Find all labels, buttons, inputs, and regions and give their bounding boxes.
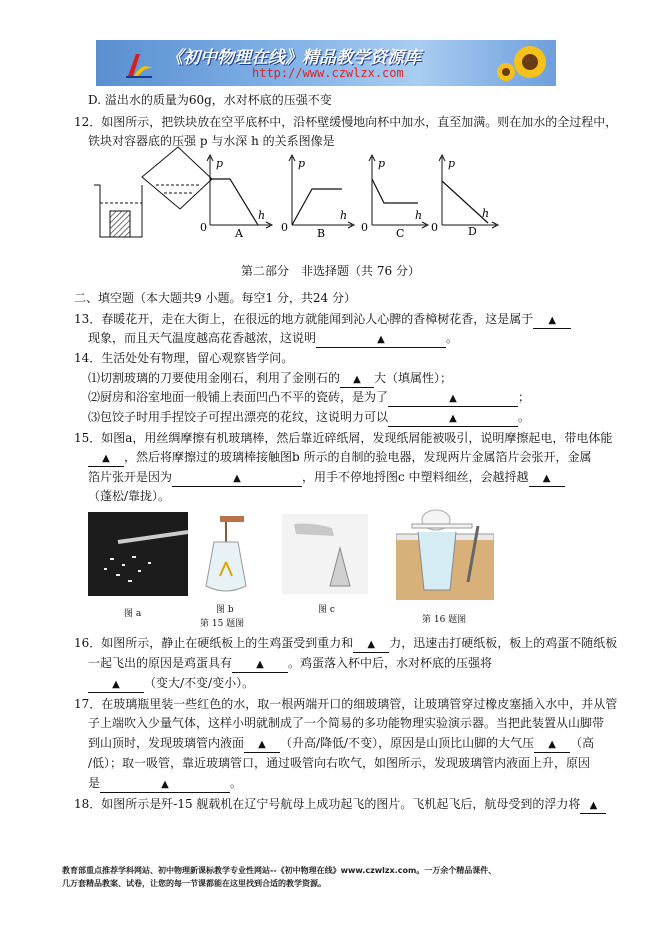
header-banner <box>96 40 556 86</box>
graph-c-y-label: p <box>378 157 386 170</box>
q14-line3: ⑶包饺子时用手捏饺子可捏出漂亮的花纹，这说明力可以 ▲ 。 <box>88 410 530 427</box>
caption-figure-16: 第 16 题图 <box>422 615 467 625</box>
q15-blank-1[interactable]: ▲ <box>88 450 124 467</box>
q16-line2: 一起飞出的原因是鸡蛋具有 ▲ 。鸡蛋落入杯中后，水对杯底的压强将 <box>88 656 492 673</box>
q18-line1: 18．如图所示是歼-15 舰载机在辽宁号航母上成功起飞的图片。飞机起飞后，航母受到的浮力将 ▲ <box>74 797 606 814</box>
graph-c-origin: 0 <box>361 221 368 234</box>
graph-b-label: B <box>317 227 326 240</box>
q14-line0: 14．生活处处有物理，留心观察皆学问。 <box>74 351 294 365</box>
q17-line1: 17．在玻璃瓶里装一些红色的水，取一根两端开口的细玻璃管，让玻璃管穿过橡皮塞插入水中，并从管 <box>74 697 618 711</box>
q17-line3: 到山顶时，发现玻璃管内液面 ▲ （升高/降低/不变），原因是山顶比山脚的大气压 ▲ （高 <box>88 736 594 753</box>
q16-line1: 16．如图所示，静止在硬纸板上的生鸡蛋受到重力和 ▲ 力，迅速击打硬纸板，板上的鸡蛋不随纸板 <box>74 636 617 653</box>
graph-c-label: C <box>396 227 405 240</box>
q13-line1: 13．春暖花开，走在大街上，在很远的地方就能闻到沁人心脾的香樟树花香，这是属于 ▲ <box>74 312 571 329</box>
q15-line1: 15．如图a，用丝绸摩擦有机玻璃棒，然后靠近碎纸屑，发现纸屑能被吸引，说明摩擦起电，带电体能 <box>74 431 613 445</box>
q16-line3: ▲ （变大/不变/变小）。 <box>88 676 254 693</box>
q16-blank-3[interactable]: ▲ <box>88 676 144 693</box>
figure-c-photo <box>282 514 368 594</box>
graph-c <box>361 155 428 240</box>
part2-heading: 二、填空题（本大题共9 小题。每空1 分，共24 分） <box>74 291 356 305</box>
q13-blank-2[interactable]: ▲ <box>316 331 446 348</box>
graph-b-y-label: p <box>298 157 306 170</box>
q11-option-d: D. 溢出水的质量为60g，水对杯底的压强不变 <box>88 93 332 107</box>
graph-b <box>281 155 354 240</box>
logo-icon <box>124 50 154 80</box>
q15-blank-2[interactable]: ▲ <box>172 470 302 487</box>
figure-b-electroscope <box>196 512 256 596</box>
graph-d-origin: 0 <box>431 221 438 234</box>
q17-blank-3[interactable]: ▲ <box>100 776 230 793</box>
graph-b-x-label: h <box>340 209 348 222</box>
figure-a-photo <box>88 512 188 596</box>
q15-line4: （蓬松/靠拢）。 <box>88 489 171 503</box>
q13-line2: 现象，而且天气温度越高花香越浓，这说明 ▲ 。 <box>88 331 458 348</box>
q14-blank-2[interactable]: ▲ <box>388 390 518 407</box>
caption-figure-a: 图 a <box>124 609 142 619</box>
graph-d-x-label: h <box>482 207 490 220</box>
q17-line2: 子上端吹入少量气体，这样小明就制成了一个简易的多功能物理实验演示器。当把此装置从山脚带 <box>88 716 605 730</box>
graph-a-x-label: h <box>258 209 266 222</box>
q12-text-line2: 铁块对容器底的压强 p 与水深 h 的关系图像是 <box>88 134 335 148</box>
caption-figure-c: 图 c <box>318 605 335 615</box>
q12-text-line1: 12．如图所示，把铁块放在空平底杯中，沿杯壁缓慢地向杯中加水，直至加满。则在加水的全过程中， <box>74 115 618 129</box>
q15-line3: 箔片张开是因为 ▲ ，用手不停地捋图c 中塑料细丝，会越捋越 ▲ <box>88 470 565 487</box>
graph-a-label: A <box>235 227 243 240</box>
graph-d-y-label: p <box>448 157 456 170</box>
q12-figure <box>80 145 500 245</box>
q14-blank-1[interactable]: ▲ <box>340 371 374 388</box>
q16-blank-1[interactable]: ▲ <box>353 636 389 653</box>
q14-line2: ⑵厨房和浴室地面一般铺上表面凹凸不平的瓷砖，是为了 ▲ ； <box>88 390 530 407</box>
banner-title: 《初中物理在线》精品教学资源库 <box>166 48 421 68</box>
graph-c-x-label: h <box>415 209 423 222</box>
q17-line5: 是 ▲ 。 <box>88 776 242 793</box>
page-footer <box>62 864 496 890</box>
beaker-diagram <box>94 185 142 237</box>
q17-blank-1[interactable]: ▲ <box>244 736 280 753</box>
q14-blank-3[interactable]: ▲ <box>388 410 518 427</box>
footer-line2: 几万套精品教案、试卷，让您的每一节课都能在这里找到合适的教学资源。 <box>62 879 326 888</box>
q17-blank-2[interactable]: ▲ <box>534 736 570 753</box>
graph-d <box>431 155 498 238</box>
graph-a-origin: 0 <box>200 221 207 234</box>
q14-line1: ⑴切割玻璃的刀要使用金刚石，利用了金刚石的 ▲ 大（填属性）； <box>88 371 452 388</box>
section-title: 第二部分 非选择题（共 76 分） <box>241 264 420 278</box>
graph-b-origin: 0 <box>281 221 288 234</box>
graph-d-label: D <box>468 225 477 238</box>
pouring-cup-diagram <box>142 147 212 209</box>
caption-figure-15: 第 15 题图 <box>200 619 245 629</box>
graph-a-y-label: p <box>216 157 224 170</box>
caption-figure-b: 图 b <box>216 605 234 615</box>
footer-line1: 教育部重点推荐学科网站、初中物理新课标教学专业性网站--《初中物理在线》www.czwlzx.com。一万余个精品课件、 <box>62 866 497 875</box>
figure-16-egg-cup <box>396 506 494 600</box>
q17-line4: /低）；取一吸管，靠近玻璃管口，通过吸管向右吹气，如图所示，发现玻璃管内液面上升，原因 <box>88 756 591 770</box>
q16-blank-2[interactable]: ▲ <box>232 656 288 673</box>
graph-a <box>200 155 272 240</box>
sunflower-icon <box>494 42 552 84</box>
q15-line2: ▲ ，然后将摩擦过的玻璃棒接触图b 所示的自制的验电器，发现两片金属箔片会张开，金属 <box>88 450 592 467</box>
q15-blank-3[interactable]: ▲ <box>529 470 565 487</box>
q18-blank-1[interactable]: ▲ <box>580 797 606 814</box>
banner-url: http://www.czwlzx.com <box>252 66 404 80</box>
q13-blank-1[interactable]: ▲ <box>533 312 571 329</box>
